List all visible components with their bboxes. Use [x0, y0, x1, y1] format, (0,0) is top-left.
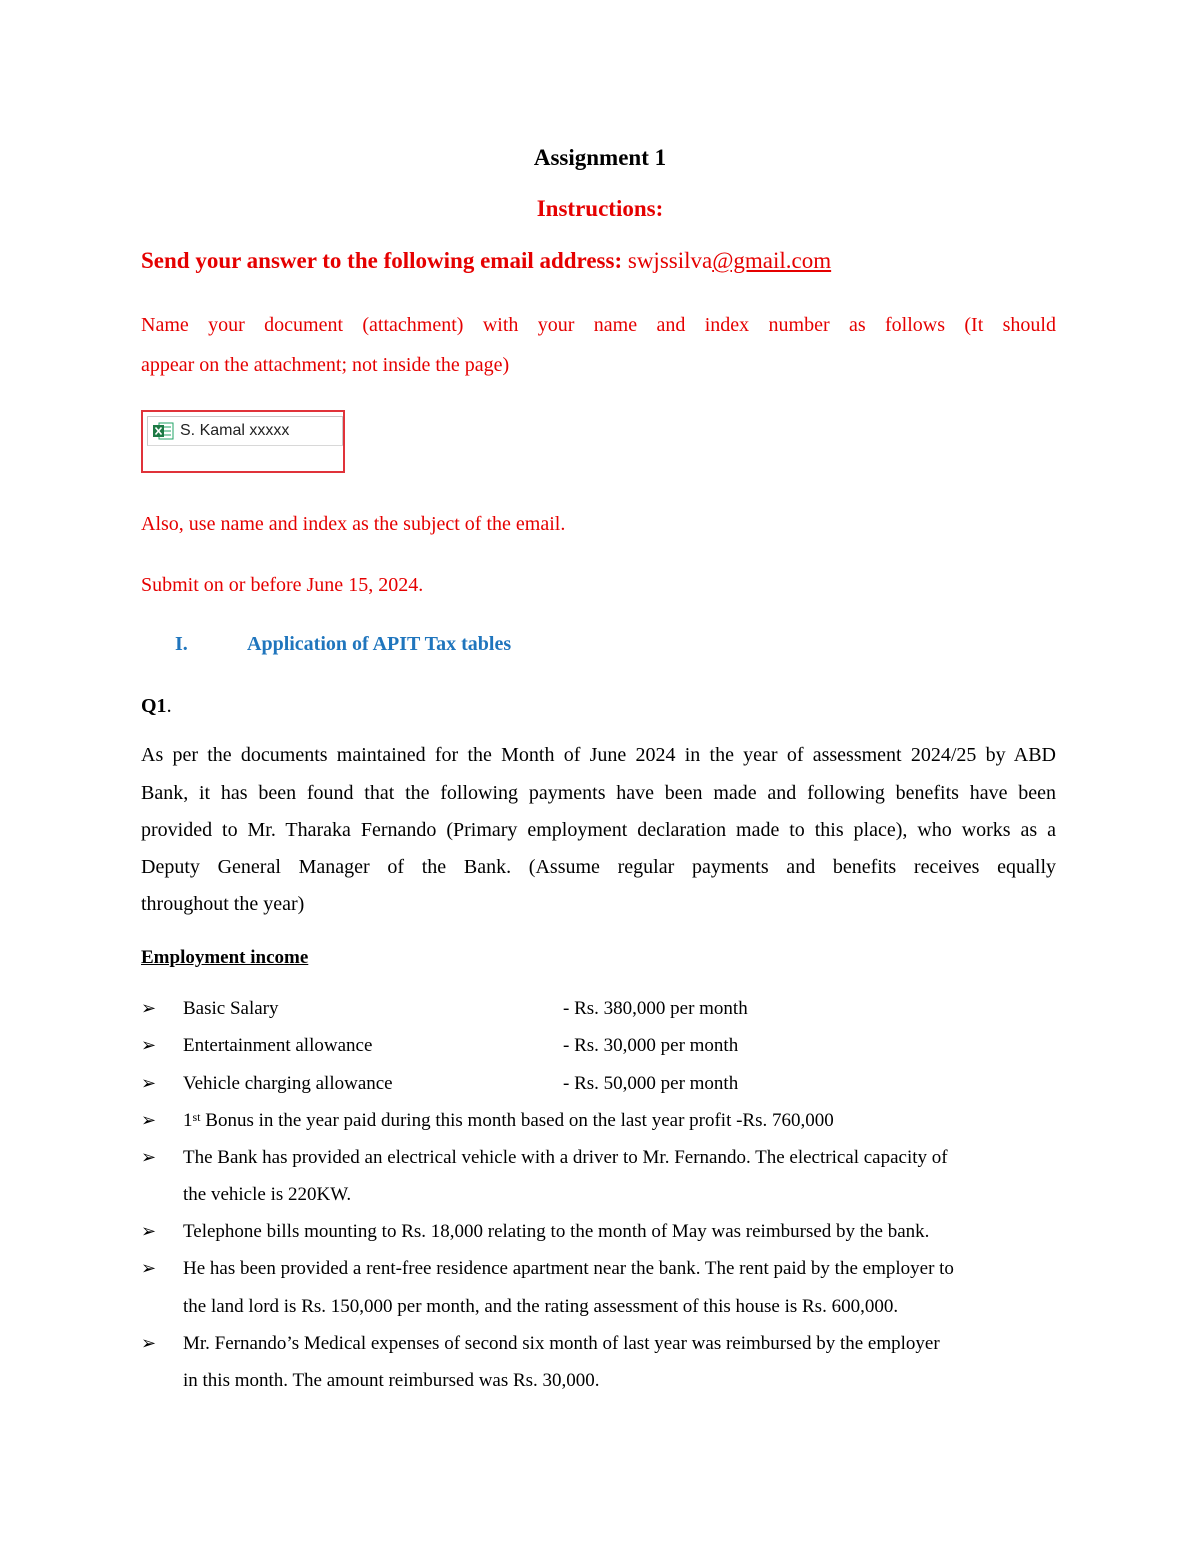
vehicle-charging-allowance-value: - Rs. 50,000 per month [563, 1073, 739, 1094]
bullet-arrow-icon: ➢ [141, 1035, 157, 1055]
question-paragraph-line-4: Deputy General Manager of the Bank. (Assume regular payments and benefits receives equally [141, 856, 1056, 878]
bonus-text: Bonus in the year paid during this month based on the last year profit -Rs. 760,000 [200, 1110, 834, 1131]
bullet-arrow-icon: ➢ [141, 1258, 157, 1278]
section-title: Application of APIT Tax tables [247, 633, 512, 655]
vehicle-benefit-line-2: the vehicle is 220KW. [183, 1184, 352, 1205]
medical-line-1: Mr. Fernando’s Medical expenses of second six month of last year was reimbursed by the employer [183, 1333, 940, 1354]
deadline-note: Submit on or before June 15, 2024. [141, 574, 424, 596]
send-instruction [141, 244, 831, 278]
subject-note: Also, use name and index as the subject of the email. [141, 513, 566, 535]
basic-salary-label: Basic Salary [183, 998, 279, 1019]
residence-line-2: the land lord is Rs. 150,000 per month, and the rating assessment of this house is Rs. 600,000. [183, 1296, 899, 1317]
section-number: I. [175, 633, 188, 655]
bonus-item [183, 1102, 834, 1139]
question-number: Q1 [141, 695, 167, 717]
bullet-arrow-icon: ➢ [141, 1221, 157, 1241]
attachment-filename: S. Kamal xxxxx [180, 422, 290, 439]
bullet-arrow-icon: ➢ [141, 1333, 157, 1353]
bullet-arrow-icon: ➢ [141, 1147, 157, 1167]
vehicle-benefit-line-1: The Bank has provided an electrical vehicle with a driver to Mr. Fernando. The electrical capacity of [183, 1147, 948, 1168]
employment-income-heading: Employment income [141, 947, 309, 968]
question-paragraph-line-1: As per the documents maintained for the Month of June 2024 in the year of assessment 2024/25 by ABD [141, 744, 1056, 766]
excel-file-icon [152, 422, 174, 440]
vehicle-charging-allowance-label: Vehicle charging allowance [183, 1073, 393, 1094]
question-suffix: . [166, 695, 172, 717]
attachment-item [147, 416, 343, 446]
bullet-arrow-icon: ➢ [141, 998, 157, 1018]
question-paragraph-line-3: provided to Mr. Tharaka Fernando (Primary employment declaration made to this place), who works as a [141, 819, 1056, 841]
send-label: Send your answer to the following email address: [141, 248, 623, 273]
email-link[interactable]: @gmail.com [712, 248, 832, 273]
question-label [141, 690, 172, 722]
question-paragraph-line-2: Bank, it has been found that the following payments have been made and following benefits have been [141, 782, 1056, 804]
bullet-arrow-icon: ➢ [141, 1110, 157, 1130]
naming-line-1: Name your document (attachment) with your name and index number as follows (It should [141, 314, 1056, 336]
bonus-ordinal: st [192, 1110, 201, 1124]
entertainment-allowance-label: Entertainment allowance [183, 1035, 373, 1056]
email-user: swjssilva [627, 248, 713, 273]
entertainment-allowance-value: - Rs. 30,000 per month [563, 1035, 739, 1056]
question-paragraph-line-5: throughout the year) [141, 893, 305, 915]
naming-line-2: appear on the attachment; not inside the page) [141, 354, 510, 376]
bullet-arrow-icon: ➢ [141, 1073, 157, 1093]
telephone-item: Telephone bills mounting to Rs. 18,000 relating to the month of May was reimbursed by the bank. [183, 1221, 930, 1242]
residence-line-1: He has been provided a rent-free residence apartment near the bank. The rent paid by the employer to [183, 1258, 954, 1279]
basic-salary-value: - Rs. 380,000 per month [563, 998, 748, 1019]
medical-line-2: in this month. The amount reimbursed was Rs. 30,000. [183, 1370, 600, 1391]
attachment-example-box [141, 410, 345, 473]
instructions-heading: Instructions: [536, 196, 664, 221]
assignment-title: Assignment 1 [533, 145, 667, 170]
bonus-number: 1 [183, 1110, 193, 1131]
